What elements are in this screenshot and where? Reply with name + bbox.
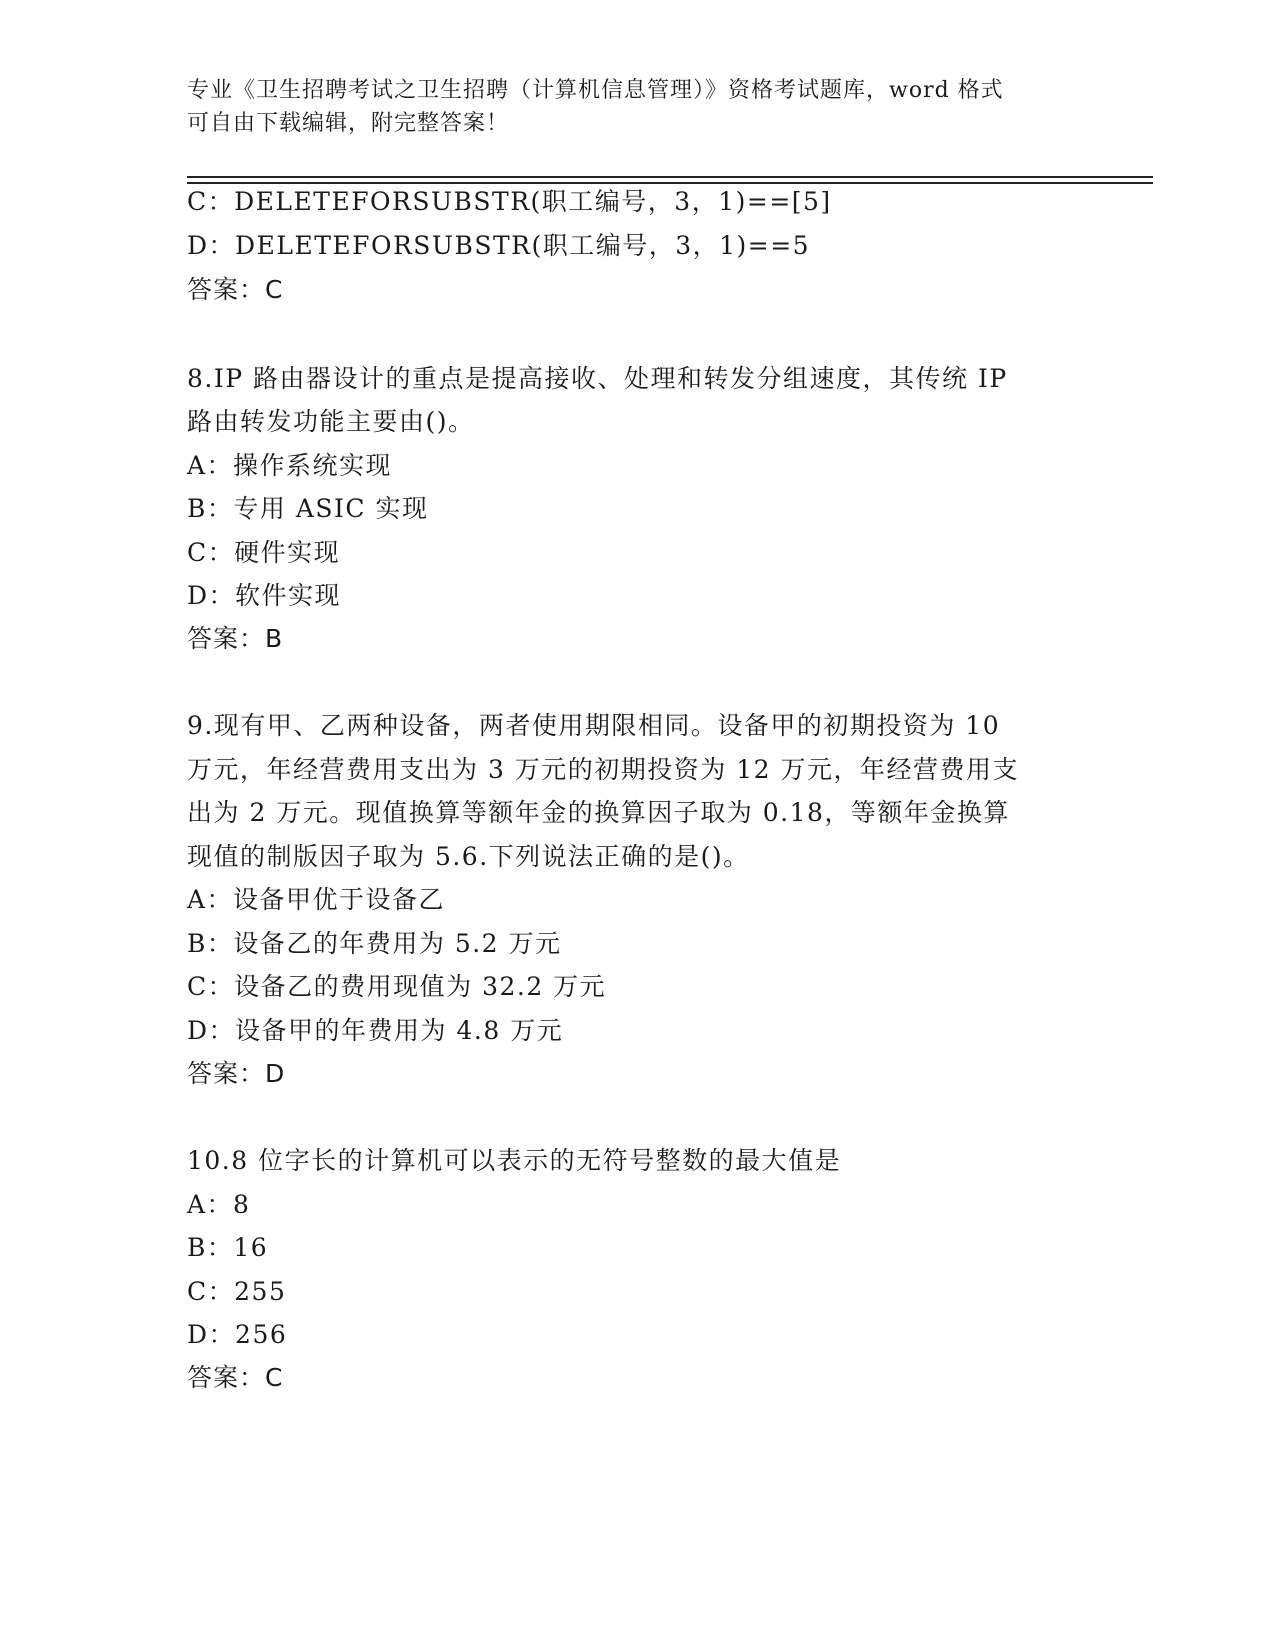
header-divider-bottom (187, 182, 1153, 184)
q9-option-c: C：设备乙的费用现值为 32.2 万元 (187, 972, 607, 1001)
q8-option-a: A：操作系统实现 (187, 451, 393, 480)
q9-stem-line-3: 出为 2 万元。现值换算等额年金的换算因子取为 0.18，等额年金换算 (187, 798, 1010, 827)
q7-option-d: D：DELETEFORSUBSTR(职工编号，3，1)==5 (187, 231, 811, 260)
q8-stem-line-1: 8.IP 路由器设计的重点是提高接收、处理和转发分组速度，其传统 IP (187, 364, 1008, 393)
q7-answer: 答案：C (187, 275, 284, 304)
document-header (187, 74, 1067, 140)
q7-option-c: C：DELETEFORSUBSTR(职工编号，3，1)==[5] (187, 187, 832, 216)
q9-stem-line-1: 9.现有甲、乙两种设备，两者使用期限相同。设备甲的初期投资为 10 (187, 711, 1001, 740)
header-line-1: 专业《卫生招聘考试之卫生招聘（计算机信息管理）》资格考试题库，word 格式 (187, 78, 1004, 103)
q10-option-d: D：256 (187, 1320, 288, 1349)
q9-option-d: D：设备甲的年费用为 4.8 万元 (187, 1016, 564, 1045)
q9-option-a: A：设备甲优于设备乙 (187, 885, 446, 914)
q10-stem-line-1: 10.8 位字长的计算机可以表示的无符号整数的最大值是 (187, 1146, 842, 1175)
q8-stem-line-2: 路由转发功能主要由()。 (187, 407, 475, 436)
header-divider-top (187, 176, 1153, 178)
q8-option-d: D：软件实现 (187, 581, 342, 610)
q10-option-a: A：8 (187, 1190, 251, 1219)
q9-option-b: B：设备乙的年费用为 5.2 万元 (187, 929, 562, 958)
q8-answer: 答案：B (187, 624, 284, 653)
header-line-2: 可自由下载编辑，附完整答案！ (187, 111, 510, 136)
q9-stem-line-2: 万元，年经营费用支出为 3 万元的初期投资为 12 万元，年经营费用支 (187, 755, 1020, 784)
q9-stem-line-4: 现值的制版因子取为 5.6.下列说法正确的是()。 (187, 842, 750, 871)
q8-option-b: B：专用 ASIC 实现 (187, 494, 429, 523)
q10-option-c: C：255 (187, 1277, 287, 1306)
q10-option-b: B：16 (187, 1233, 269, 1262)
q10-answer: 答案：C (187, 1363, 284, 1392)
q8-option-c: C：硬件实现 (187, 538, 341, 567)
q9-answer: 答案：D (187, 1059, 286, 1088)
